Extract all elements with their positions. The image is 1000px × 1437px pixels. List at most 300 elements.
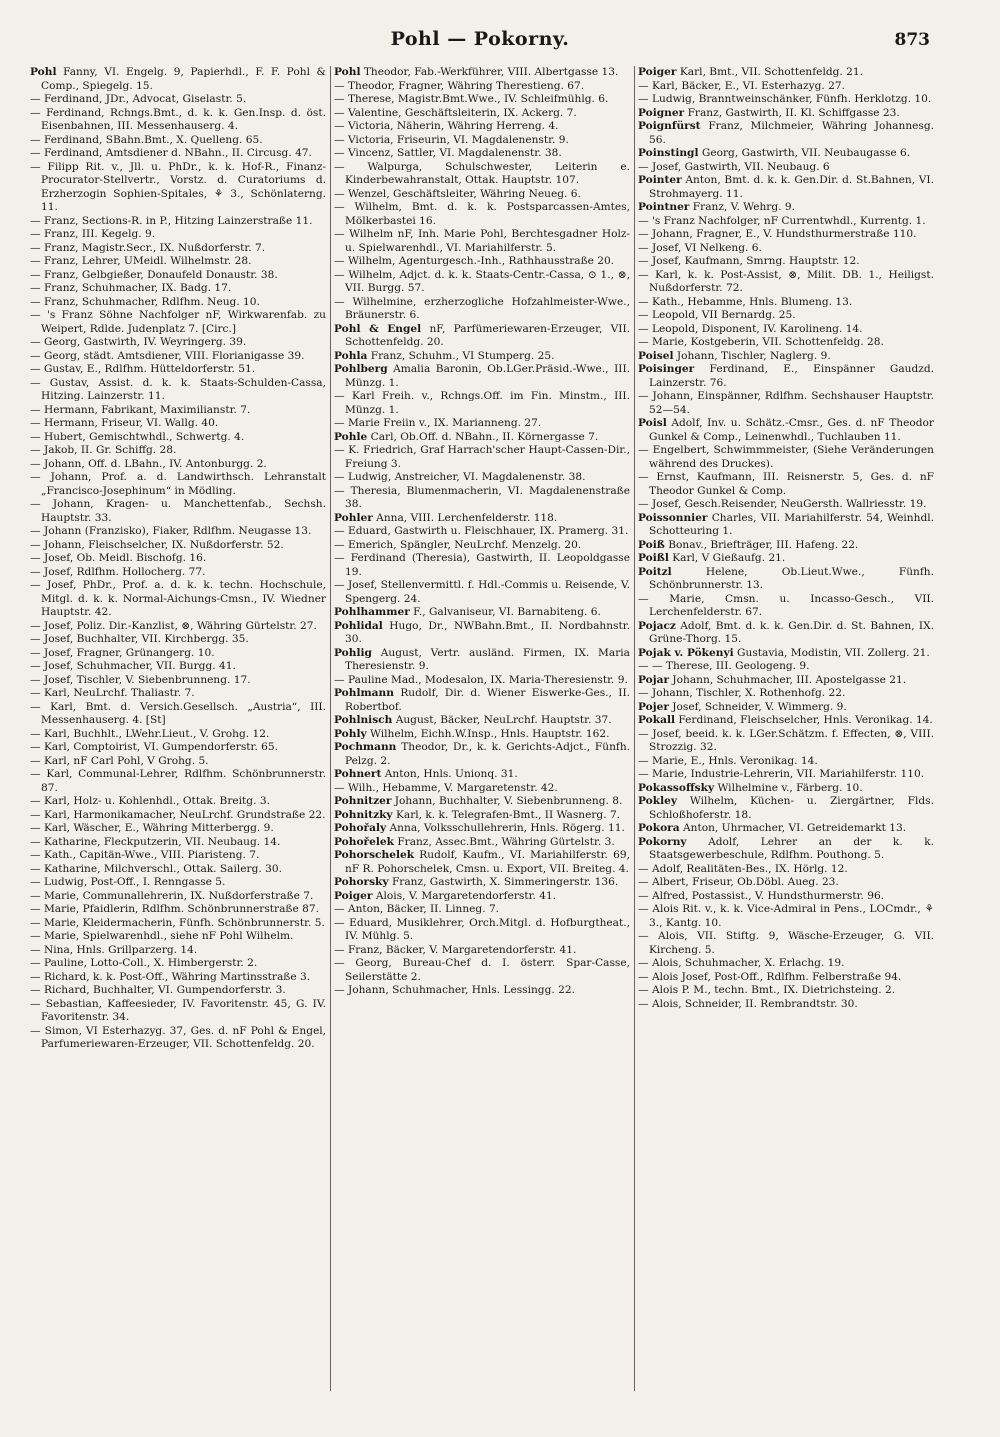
directory-entry: [638, 471, 934, 498]
entry-text: — Georg, Bureau-Chef d. I. österr. Spar-Casse, Seilerstätte 2.: [334, 957, 630, 983]
entry-text: — Franz, Lehrer, UMeidl. Wilhelmstr. 28.: [30, 255, 252, 267]
directory-entry: [638, 228, 934, 242]
directory-entry: [334, 849, 630, 876]
entry-text: — Alois, VII. Stiftg. 9, Wäsche-Erzeuger, G. VII. Kircheng. 5.: [638, 930, 934, 956]
entry-text: — Richard, k. k. Post-Off., Währing Martinsstraße 3.: [30, 970, 311, 983]
directory-entry: [334, 485, 630, 512]
directory-entry: [30, 255, 326, 269]
directory-entry: [30, 998, 326, 1025]
entry-text: — Gustav, Assist. d. k. k. Staats-Schulden-Cassa, Hitzing. Lainzerstr. 11.: [30, 376, 326, 402]
entry-text: — Karl, Wäscher, E., Währing Mitterbergg. 9.: [30, 822, 274, 834]
directory-entry: [30, 741, 326, 755]
entry-text: — Josef, Stellenvermittl. f. Hdl.-Commis u. Reisende, V. Spengerg. 24.: [334, 579, 630, 605]
directory-entry: [334, 431, 630, 445]
directory-entry: [638, 728, 934, 755]
entry-text: — Ferdinand (Theresia), Gastwirth, II. Leopoldgasse 19.: [334, 552, 630, 578]
directory-entry: [638, 714, 934, 728]
entry-text: — Karl, Communal-Lehrer, Rdlfhm. Schönbrunnerstr. 87.: [30, 768, 326, 794]
entry-text: Anna, Volksschullehrerin, Hnls. Rögerg. 11.: [389, 822, 625, 834]
entry-surname: Pohl & Engel: [334, 322, 422, 335]
entry-surname: Pohlig: [334, 646, 372, 659]
directory-entry: [30, 215, 326, 229]
entry-text: Anna, VIII. Lerchenfelderstr. 118.: [376, 511, 558, 524]
entry-text: Franz, Assec.Bmt., Währing Gürtelstr. 3.: [397, 835, 615, 848]
page-title: Pohl — Pokorny.: [390, 28, 570, 50]
entry-text: — Kath., Hebamme, Hnls. Blumeng. 13.: [638, 295, 853, 308]
entry-text: — Johann, Schuhmacher, Hnls. Lessingg. 22.: [334, 984, 575, 996]
directory-entry: [638, 782, 934, 796]
entry-surname: Poissonnier: [638, 511, 708, 524]
entry-surname: Pokorny: [638, 835, 687, 848]
entry-text: Georg, Gastwirth, VII. Neubaugasse 6.: [701, 147, 911, 159]
entry-surname: Pohl: [30, 66, 57, 78]
directory-entry: [30, 971, 326, 985]
entry-text: — Franz, Schuhmacher, IX. Badg. 17.: [30, 282, 232, 294]
directory-entry: [638, 80, 934, 94]
directory-entry: [30, 849, 326, 863]
entry-text: — Karl, Comptoirist, VI. Gumpendorferstr. 65.: [30, 741, 279, 753]
directory-entry: [638, 836, 934, 863]
directory-entry: [30, 647, 326, 661]
entry-text: — Marie, Industrie-Lehrerin, VII. Mariahilferstr. 110.: [638, 768, 925, 780]
directory-entry: [30, 1025, 326, 1052]
entry-text: — Gustav, E., Rdlfhm. Hütteldorferstr. 51.: [30, 363, 256, 375]
entry-text: — Ferdinand, JDr., Advocat, Giselastr. 5.: [30, 93, 247, 105]
directory-entry: [30, 471, 326, 498]
directory-entry: [334, 255, 630, 269]
entry-text: — Josef, Fragner, Grünangerg. 10.: [30, 646, 215, 659]
directory-entry: [334, 728, 630, 742]
directory-entry: [638, 701, 934, 715]
entry-text: — Marie, Kostgeberin, VII. Schottenfeldg. 28.: [638, 336, 884, 348]
entry-text: — Georg, Gastwirth, IV. Weyringerg. 39.: [30, 336, 247, 348]
entry-text: Theodor, Dr., k. k. Gerichts-Adjct., Fünfh. Pelzg. 2.: [345, 741, 630, 767]
entry-text: — Wilhelm, Bmt. d. k. k. Postsparcassen-Amtes, Mölkerbastei 16.: [334, 201, 630, 227]
entry-text: — Valentine, Geschäftsleiterin, IX. Ackerg. 7.: [334, 106, 577, 119]
directory-entry: [30, 498, 326, 525]
entry-text: — Karl, k. k. Post-Assist, ⊗, Milit. DB. 1., Heiligst. Nußdorferstr. 72.: [638, 268, 934, 294]
directory-entry: [30, 161, 326, 215]
entry-text: Johann, Schuhmacher, III. Apostelgasse 21.: [672, 673, 907, 686]
directory-entry: [334, 512, 630, 526]
entry-text: F., Galvaniseur, VI. Barnabiteng. 6.: [413, 606, 601, 618]
entry-text: — 's Franz Söhne Nachfolger nF, Wirkwarenfab. zu Weipert, Rdlde. Judenplatz 7. [Circ.]: [30, 309, 326, 335]
page-number: 873: [894, 30, 930, 50]
directory-entry: [638, 269, 934, 296]
entry-text: — Johann, Off. d. LBahn., IV. Antonburgg. 2.: [30, 457, 267, 470]
directory-entry: [30, 660, 326, 674]
entry-text: — Josef, Schuhmacher, VII. Burgg. 41.: [30, 660, 236, 672]
directory-entry: [30, 984, 326, 998]
entry-text: — Alois, Schneider, II. Rembrandtstr. 30.: [638, 997, 858, 1010]
entry-text: — Josef, VI Nelkeng. 6.: [638, 241, 762, 254]
entry-text: — Franz, Sections-R. in P., Hitzing Lainzerstraße 11.: [30, 214, 313, 227]
entry-text: — Karl, Bäcker, E., VI. Esterhazyg. 27.: [638, 79, 845, 92]
entry-text: Adolf, Lehrer an der k. k. Staatsgewerbeschule, Rdlfhm. Pouthong. 5.: [649, 835, 934, 861]
entry-text: — Therese, Magistr.Bmt.Wwe., IV. Schleifmühlg. 6.: [334, 93, 609, 105]
entry-surname: Pointner: [638, 201, 690, 213]
directory-entry: [334, 917, 630, 944]
entry-text: — Alfred, Postassist., V. Hundsthurmerstr. 96.: [638, 889, 885, 902]
entry-text: Fanny, VI. Engelg. 9, Papierhdl., F. F. Pohl & Comp., Spiegelg. 15.: [41, 66, 326, 92]
directory-entry: [334, 957, 630, 984]
directory-entry: [30, 633, 326, 647]
entry-text: Johann, Buchhalter, V. Siebenbrunneng. 8.: [394, 795, 623, 807]
entry-surname: Poignfürst: [638, 120, 701, 132]
entry-text: — Karl, nF Carl Pohl, V Grohg. 5.: [30, 754, 209, 767]
entry-text: — Kath., Capitän-Wwe., VIII. Piaristeng. 7.: [30, 849, 260, 861]
entry-surname: Pohlmann: [334, 687, 394, 699]
entry-surname: Poisinger: [638, 363, 695, 375]
directory-entry: [334, 809, 630, 823]
directory-entry: [334, 201, 630, 228]
entry-text: — Katharine, Fleckputzerin, VII. Neubaug. 14.: [30, 835, 281, 848]
directory-entry: [30, 66, 326, 93]
entry-text: — Ferdinand, Rchngs.Bmt., d. k. k. Gen.Insp. d. öst. Eisenbahnen, III. Messenhauserg. 4.: [30, 106, 326, 132]
directory-entry: [638, 336, 934, 350]
directory-entry: [30, 755, 326, 769]
entry-text: Johann, Tischler, Naglerg. 9.: [676, 349, 831, 362]
entry-text: — Josef, Gastwirth, VII. Neubaug. 6: [638, 160, 830, 173]
directory-entry: [30, 552, 326, 566]
directory-entry: [30, 431, 326, 445]
directory-entry: [334, 741, 630, 768]
directory-entry: [638, 674, 934, 688]
directory-entry: [334, 93, 630, 107]
directory-entry: [334, 944, 630, 958]
entry-text: Ferdinand, E., Einspänner Gaudzd. Lainzerstr. 76.: [649, 363, 934, 389]
directory-entry: [334, 417, 630, 431]
entry-surname: Pohnitzer: [334, 795, 392, 807]
entry-text: Theodor, Fab.-Werkführer, VIII. Albertgasse 13.: [363, 66, 619, 78]
entry-text: — Victoria, Friseurin, VI. Magdalenenstr. 9.: [334, 133, 569, 146]
entry-surname: Pojer: [638, 700, 669, 713]
directory-entry: [334, 161, 630, 188]
entry-text: — Johann, Kragen- u. Manchettenfab., Sechsh. Hauptstr. 33.: [30, 498, 326, 524]
directory-column-2: [334, 66, 630, 1391]
directory-columns: [30, 66, 935, 1391]
entry-text: — Ernst, Kaufmann, III. Reisnerstr. 5, Ges. d. nF Theodor Gunkel & Comp.: [638, 471, 934, 497]
entry-text: — Theresia, Blumenmacherin, VI. Magdalenenstraße 38.: [334, 484, 630, 510]
directory-entry: [30, 539, 326, 553]
directory-entry: [30, 377, 326, 404]
entry-text: Josef, Schneider, V. Wimmerg. 9.: [672, 700, 847, 713]
entry-surname: Poinstingl: [638, 147, 699, 159]
directory-entry: [638, 998, 934, 1012]
directory-entry: [30, 836, 326, 850]
directory-entry: [334, 363, 630, 390]
entry-text: — Franz, Gelbgießer, Donaufeld Donaustr. 38.: [30, 268, 278, 281]
entry-text: Amalia Baronin, Ob.LGer.Präsid.-Wwe., III. Münzg. 1.: [345, 363, 630, 389]
directory-entry: [638, 350, 934, 364]
directory-entry: [30, 417, 326, 431]
entry-text: — Karl, Harmonikamacher, NeuLrchf. Grundstraße 22.: [30, 808, 326, 821]
entry-surname: Pohlnisch: [334, 714, 393, 726]
directory-entry: [334, 188, 630, 202]
entry-text: nF, Parfümeriewaren-Erzeuger, VII. Schottenfeldg. 20.: [345, 322, 630, 348]
directory-entry: [638, 890, 934, 904]
entry-text: — Anton, Bäcker, II. Linneg. 7.: [334, 903, 500, 915]
entry-text: — Filipp Rit. v., Jll. u. PhDr., k. k. Hof-R., Finanz-Procurator-Stellvertr., Vorstz. d. Curatoriums d. Erzherzogin Sophien-Spitales, ⚘ 3., Schönlaterng. 11.: [30, 160, 326, 213]
directory-entry: [638, 201, 934, 215]
entry-text: — Johann, Fleischselcher, IX. Nußdorferstr. 52.: [30, 538, 284, 551]
directory-entry: [638, 863, 934, 877]
directory-entry: [638, 647, 934, 661]
entry-text: — Josef, beeid. k. k. LGer.Schätzm. f. Effecten, ⊗, VIII. Strozzig. 32.: [638, 727, 934, 753]
directory-entry: [334, 714, 630, 728]
entry-surname: Pokall: [638, 714, 676, 726]
directory-entry: [30, 404, 326, 418]
entry-surname: Poiger: [638, 66, 677, 78]
entry-text: Anton, Uhrmacher, VI. Getreidemarkt 13.: [682, 822, 907, 834]
entry-text: — Leopold, Disponent, IV. Karolineng. 14.: [638, 322, 863, 335]
entry-text: — Johann, Prof. a. d. Landwirthsch. Lehranstalt „Francisco-Josephinum“ in Mödling.: [30, 471, 326, 497]
entry-surname: Pohl: [334, 66, 361, 78]
entry-text: — Ferdinand, SBahn.Bmt., X. Quelleng. 65.: [30, 133, 263, 146]
entry-text: — Josef, Rdlfhm. Hollocherg. 77.: [30, 565, 206, 578]
entry-text: — Wenzel, Geschäftsleiter, Währing Neueg. 6.: [334, 187, 581, 200]
directory-entry: [334, 444, 630, 471]
entry-text: Adolf, Inv. u. Schätz.-Cmsr., Ges. d. nF Theodor Gunkel & Comp., Leinenwhdl., Tuchlauben 11.: [649, 417, 934, 443]
directory-entry: [30, 242, 326, 256]
directory-entry: [30, 863, 326, 877]
directory-entry: [30, 269, 326, 283]
directory-entry: [334, 674, 630, 688]
entry-text: Wilhelm, Küchen- u. Ziergärtner, Flds. Schloßhoferstr. 18.: [649, 795, 934, 821]
directory-entry: [30, 768, 326, 795]
entry-text: — Wilhelm, Agenturgesch.-Inh., Rathhausstraße 20.: [334, 255, 615, 267]
directory-entry: [30, 525, 326, 539]
directory-entry: [638, 174, 934, 201]
directory-entry: [334, 768, 630, 782]
directory-entry: [638, 323, 934, 337]
directory-entry: [638, 768, 934, 782]
entry-text: Karl, Bmt., VII. Schottenfeldg. 21.: [679, 66, 863, 78]
entry-text: — Wilhelmine, erzherzogliche Hofzahlmeister-Wwe., Bräunerstr. 6.: [334, 295, 630, 321]
entry-text: Karl, V Gießaufg. 21.: [672, 552, 786, 564]
entry-text: Anton, Bmt. d. k. k. Gen.Dir. d. St.Bahnen, VI. Strohmayerg. 11.: [649, 174, 934, 200]
directory-entry: [30, 890, 326, 904]
directory-entry: [638, 971, 934, 985]
directory-entry: [334, 471, 630, 485]
directory-entry: [334, 795, 630, 809]
entry-surname: Pohler: [334, 511, 373, 524]
entry-text: August, Bäcker, NeuLrchf. Hauptstr. 37.: [395, 714, 612, 726]
entry-surname: Pohla: [334, 349, 368, 362]
directory-entry: [334, 107, 630, 121]
page-header: [30, 28, 930, 62]
entry-text: — Leopold, VII Bernardg. 25.: [638, 309, 796, 321]
entry-text: Anton, Hnls. Unionq. 31.: [384, 768, 518, 780]
entry-text: — Georg, städt. Amtsdiener, VIII. Florianigasse 39.: [30, 349, 305, 362]
entry-surname: Pojak v. Pökenyi: [638, 646, 734, 659]
directory-entry: [30, 336, 326, 350]
entry-text: — Alois Rit. v., k. k. Vice-Admiral in Pens., LOCmdr., ⚘ 3., Kantg. 10.: [638, 903, 934, 929]
entry-surname: Poiger: [334, 889, 373, 902]
entry-surname: Pohnert: [334, 768, 382, 780]
directory-entry: [30, 579, 326, 620]
directory-entry: [334, 647, 630, 674]
entry-text: Bonav., Briefträger, III. Hafeng. 22.: [668, 538, 859, 551]
entry-text: Franz, V. Wehrg. 9.: [692, 201, 795, 213]
entry-text: — Josef, Gesch.Reisender, NeuGersth. Wallriesstr. 19.: [638, 498, 927, 510]
entry-text: — Nina, Hnls. Grillparzerg. 14.: [30, 943, 198, 956]
directory-entry: [30, 795, 326, 809]
directory-entry: [638, 296, 934, 310]
directory-entry: [638, 620, 934, 647]
directory-entry: [334, 66, 630, 80]
entry-text: — Adolf, Realitäten-Bes., IX. Hörlg. 12.: [638, 862, 848, 875]
directory-entry: [638, 161, 934, 175]
directory-entry: [638, 593, 934, 620]
directory-entry: [638, 822, 934, 836]
entry-text: Rudolf, Kaufm., VI. Mariahilferstr. 69, nF R. Pohorschelek, Cmsn. u. Export, VII. Breiteg. 4.: [345, 849, 630, 875]
entry-surname: Pohlberg: [334, 363, 388, 375]
directory-entry: [334, 822, 630, 836]
directory-entry: [30, 107, 326, 134]
entry-text: — Albert, Friseur, Ob.Döbl. Aueg. 23.: [638, 876, 839, 888]
entry-text: — Karl, NeuLrchf. Thaliastr. 7.: [30, 687, 195, 699]
entry-text: — Wilh., Hebamme, V. Margaretenstr. 42.: [334, 781, 558, 794]
entry-text: — Johann (Franzisko), Fiaker, Rdlfhm. Neugasse 13.: [30, 525, 312, 537]
directory-entry: [638, 107, 934, 121]
entry-text: Ferdinand, Fleischselcher, Hnls. Veronikag. 14.: [678, 714, 933, 726]
entry-surname: Pohorschelek: [334, 849, 415, 861]
entry-text: Franz, Schuhm., VI Stumperg. 25.: [370, 349, 555, 362]
directory-entry: [30, 458, 326, 472]
directory-entry: [334, 836, 630, 850]
directory-entry: [30, 876, 326, 890]
directory-entry: [638, 147, 934, 161]
directory-entry: [638, 417, 934, 444]
entry-text: — — Therese, III. Geologeng. 9.: [638, 660, 810, 672]
entry-text: — Theodor, Fragner, Währing Therestieng. 67.: [334, 79, 585, 92]
directory-entry: [638, 512, 934, 539]
directory-entry: [334, 782, 630, 796]
entry-surname: Pohlidal: [334, 619, 383, 632]
directory-entry: [638, 984, 934, 998]
entry-text: — Wilhelm nF, Inh. Marie Pohl, Berchtesgadner Holz- u. Spielwarenhdl., VI. Mariahilferstr. 5.: [334, 228, 630, 254]
entry-text: — Eduard, Musiklehrer, Orch.Mitgl. d. Hofburgtheat., IV. Mühlg. 5.: [334, 916, 630, 942]
directory-entry: [30, 917, 326, 931]
entry-text: — Wilhelm, Adjct. d. k. k. Staats-Centr.-Cassa, ⊙ 1., ⊗, VII. Burgg. 57.: [334, 268, 630, 294]
directory-entry: [30, 930, 326, 944]
directory-entry: [334, 134, 630, 148]
entry-text: — Ludwig, Anstreicher, VI. Magdalenenstr. 38.: [334, 471, 586, 483]
directory-entry: [638, 309, 934, 323]
directory-entry: [638, 363, 934, 390]
directory-entry: [30, 296, 326, 310]
directory-entry: [30, 93, 326, 107]
entry-text: — Marie, E., Hnls. Veronikag. 14.: [638, 754, 818, 767]
entry-text: Charles, VII. Mariahilferstr. 54, Weinhdl. Schotteuring 1.: [649, 511, 934, 537]
directory-entry: [638, 255, 934, 269]
entry-text: — 's Franz Nachfolger, nF Currentwhdl., Kurrentg. 1.: [638, 214, 926, 227]
directory-entry: [638, 66, 934, 80]
entry-text: — Karl, Holz- u. Kohlenhdl., Ottak. Breitg. 3.: [30, 795, 270, 807]
directory-entry: [30, 701, 326, 728]
directory-entry: [30, 687, 326, 701]
entry-surname: Pohly: [334, 727, 367, 740]
entry-text: — Johann, Fragner, E., V. Hundsthurmerstraße 110.: [638, 228, 917, 240]
directory-entry: [638, 390, 934, 417]
entry-text: — Marie Freiin v., IX. Marianneng. 27.: [334, 417, 542, 429]
entry-text: — Sebastian, Kaffeesieder, IV. Favoritenstr. 45, G. IV. Favoritenstr. 34.: [30, 997, 326, 1023]
entry-text: — Josef, Tischler, V. Siebenbrunneng. 17.: [30, 673, 251, 686]
entry-text: — Katharine, Milchverschl., Ottak. Sailerg. 30.: [30, 862, 282, 875]
entry-text: Alois, V. Margaretendorferstr. 41.: [375, 889, 557, 902]
entry-text: — Marie, Pfaidlerin, Rdlfhm. Schönbrunnerstraße 87.: [30, 903, 319, 915]
directory-entry: [638, 242, 934, 256]
entry-text: — Marie, Spielwarenhdl., siehe nF Pohl Wilhelm.: [30, 930, 294, 942]
directory-column-1: [30, 66, 326, 1391]
directory-entry: [30, 147, 326, 161]
directory-column-3: [638, 66, 934, 1391]
entry-text: — Richard, Buchhalter, VI. Gumpendorferstr. 3.: [30, 984, 286, 996]
entry-text: — Marie, Communallehrerin, IX. Nußdorferstraße 7.: [30, 889, 314, 902]
entry-surname: Pointer: [638, 174, 682, 186]
directory-entry: [30, 282, 326, 296]
entry-text: — Hermann, Fabrikant, Maximilianstr. 7.: [30, 403, 251, 416]
entry-text: Wilhelmine v., Färberg. 10.: [717, 781, 863, 794]
entry-surname: Pochmann: [334, 741, 397, 753]
directory-entry: [638, 957, 934, 971]
entry-text: — Marie, Cmsn. u. Incasso-Gesch., VII. Lerchenfelderstr. 67.: [638, 592, 934, 618]
directory-entry: [334, 687, 630, 714]
entry-text: — Ludwig, Post-Off., I. Renngasse 5.: [30, 876, 226, 888]
directory-entry: [30, 566, 326, 580]
directory-entry: [638, 215, 934, 229]
entry-text: — Karl, Bmt. d. Versich.Gesellsch. „Austria“, III. Messenhauserg. 4. [St]: [30, 700, 326, 726]
directory-entry: [334, 552, 630, 579]
entry-text: — Walpurga, Schulschwester, Leiterin e. Kinderbewahranstalt, Ottak. Hauptstr. 107.: [334, 160, 630, 186]
entry-text: — Alois Josef, Post-Off., Rdlfhm. Felberstraße 94.: [638, 970, 902, 983]
directory-entry: [334, 579, 630, 606]
entry-text: Franz, Gastwirth, II. Kl. Schiffgasse 23.: [687, 106, 900, 119]
entry-surname: Poisel: [638, 349, 674, 362]
directory-entry: [334, 525, 630, 539]
entry-text: Gustavia, Modistin, VII. Zollerg. 21.: [737, 646, 930, 659]
entry-text: — Ludwig, Branntweinschänker, Fünfh. Herklotzg. 10.: [638, 93, 932, 105]
entry-text: — Josef, Ob. Meidl. Bischofg. 16.: [30, 552, 207, 564]
directory-entry: [334, 228, 630, 255]
directory-entry: [30, 809, 326, 823]
entry-text: — Marie, Kleidermacherin, Fünfh. Schönbrunnerstr. 5.: [30, 916, 325, 929]
entry-text: — Josef, Kaufmann, Smrng. Hauptstr. 12.: [638, 255, 860, 267]
entry-surname: Pohlhammer: [334, 606, 410, 618]
directory-entry: [638, 660, 934, 674]
directory-entry: [638, 903, 934, 930]
directory-entry: [638, 498, 934, 512]
entry-text: — Victoria, Näherin, Währing Herreng. 4.: [334, 120, 559, 132]
directory-entry: [30, 309, 326, 336]
directory-entry: [334, 984, 630, 998]
entry-text: — Alois P. M., techn. Bmt., IX. Dietrichsteing. 2.: [638, 984, 896, 996]
entry-text: — Johann, Einspänner, Rdlfhm. Sechshauser Hauptstr. 52—54.: [638, 390, 934, 416]
entry-surname: Pohořaly: [334, 822, 387, 834]
directory-entry: [334, 147, 630, 161]
entry-text: Rudolf, Dir. d. Wiener Eiswerke-Ges., II. Robertbof.: [345, 687, 630, 713]
entry-surname: Pohořelek: [334, 835, 394, 848]
directory-entry: [30, 620, 326, 634]
entry-text: — Eduard, Gastwirth u. Fleischhauer, IX. Pramerg. 31.: [334, 525, 629, 537]
directory-entry: [30, 228, 326, 242]
entry-surname: Pohle: [334, 430, 368, 443]
directory-entry: [30, 363, 326, 377]
entry-surname: Pojar: [638, 673, 670, 686]
entry-text: — Karl Freih. v., Rchngs.Off. im Fin. Minstm., III. Münzg. 1.: [334, 390, 630, 416]
directory-entry: [30, 822, 326, 836]
